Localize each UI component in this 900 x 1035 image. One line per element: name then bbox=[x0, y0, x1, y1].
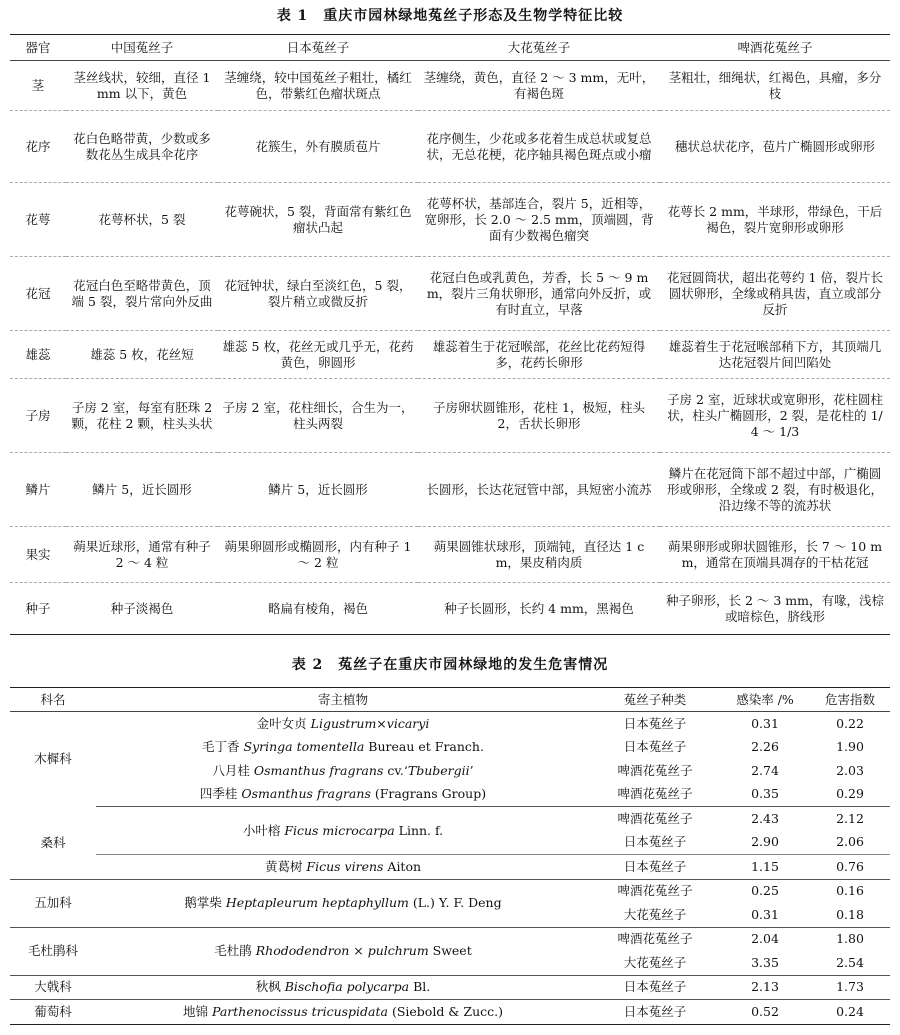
header-infection-rate: 感染率 /% bbox=[736, 691, 794, 707]
table-cell: 子房 2 室，近球状或宽卵形，花柱圆柱状，柱头广椭圆形，2 裂，是花柱的 1/4 ～ 1/3 bbox=[660, 379, 890, 453]
species-cell: 大花菟丝子 bbox=[590, 903, 720, 927]
index-cell: 2.03 bbox=[836, 762, 864, 778]
table-cell: 雄蕊着生于花冠喉部，花丝比花药短得多，花药长卵形 bbox=[418, 331, 660, 379]
rate-cell: 1.15 bbox=[720, 855, 810, 880]
species-cell: 啤酒花菟丝子 bbox=[617, 762, 693, 778]
species-cell: 日本菟丝子 bbox=[623, 715, 687, 731]
organ-cell: 子房 bbox=[10, 379, 66, 453]
table-cell: 雄蕊 5 枚，花丝无或几乎无，花药黄色，卵圆形 bbox=[218, 331, 418, 379]
organ-cell: 茎 bbox=[10, 61, 66, 111]
family-cell: 毛杜鹃科 bbox=[10, 927, 96, 975]
table-cell: 花萼长 2 mm，半球形，带绿色，干后褐色，裂片宽卵形或卵形 bbox=[660, 183, 890, 257]
table-cell: 鳞片 5，近长圆形 bbox=[218, 453, 418, 527]
host-cell: 黄葛树 Ficus virens Aiton bbox=[96, 855, 590, 880]
table-cell: 蒴果卵圆形或椭圆形，内有种子 1 ～ 2 粒 bbox=[218, 527, 418, 583]
table-cell: 长圆形，长达花冠管中部，具短密小流苏 bbox=[418, 453, 660, 527]
host-cell: 毛杜鹃 Rhododendron × pulchrum Sweet bbox=[96, 927, 590, 975]
species-cell: 日本菟丝子 bbox=[590, 855, 720, 880]
species-cell: 日本菟丝子 bbox=[623, 739, 687, 755]
table-cell: 蒴果近球形，通常有种子 2 ～ 4 粒 bbox=[66, 527, 218, 583]
header-large-flower-dodder: 大花菟丝子 bbox=[507, 39, 571, 55]
table-row bbox=[10, 879, 890, 903]
header-hop-dodder: 啤酒花菟丝子 bbox=[737, 39, 813, 55]
index-cell: 0.76 bbox=[810, 855, 890, 880]
table2-caption: 表 2 菟丝子在重庆市园林绿地的发生危害情况 bbox=[291, 657, 609, 673]
organ-cell: 花序 bbox=[10, 111, 66, 183]
table-row bbox=[10, 183, 890, 257]
header-host-plant: 寄主植物 bbox=[317, 691, 368, 707]
family-cell: 桑科 bbox=[10, 807, 96, 880]
table-cell: 花冠白色或乳黄色，芳香，长 5 ～ 9 mm，裂片三角状卵形，通常向外反折，或有时直立，早落 bbox=[418, 257, 660, 331]
species-cell: 啤酒花菟丝子 bbox=[617, 883, 693, 899]
table-cell: 花冠圆筒状，超出花萼约 1 倍，裂片长圆状卵形，全缘或稍具齿，直立或部分反折 bbox=[660, 257, 890, 331]
table-cell: 花萼杯状，基部连合，裂片 5，近相等，宽卵形，长 2.0 ～ 2.5 mm，顶端圆，背面有少数褐色瘤突 bbox=[418, 183, 660, 257]
organ-cell: 花冠 bbox=[10, 257, 66, 331]
rate-cell: 0.31 bbox=[751, 715, 779, 731]
rate-cell: 2.43 bbox=[751, 810, 779, 826]
rate-cell: 2.74 bbox=[751, 762, 779, 778]
table-cell: 子房 2 室，花柱细长，合生为一，柱头两裂 bbox=[218, 379, 418, 453]
host-cell: 四季桂 Osmanthus fragrans (Fragrans Group) bbox=[96, 783, 590, 807]
table-cell: 雄蕊着生于花冠喉部稍下方，其顶端几达花冠裂片间凹陷处 bbox=[660, 331, 890, 379]
header-dodder-species: 菟丝子种类 bbox=[623, 691, 687, 707]
table-cell: 茎缠绕，黄色，直径 2 ～ 3 mm，无叶，有褐色斑 bbox=[418, 61, 660, 111]
family-cell: 五加科 bbox=[10, 879, 96, 927]
table-cell: 略扁有棱角，褐色 bbox=[267, 600, 368, 616]
table-row bbox=[10, 111, 890, 183]
table-row bbox=[10, 583, 890, 635]
species-cell: 啤酒花菟丝子 bbox=[590, 783, 720, 807]
index-cell: 1.90 bbox=[836, 739, 864, 755]
rate-cell: 0.52 bbox=[751, 1003, 779, 1019]
organ-cell: 鳞片 bbox=[10, 453, 66, 527]
damage-table bbox=[10, 687, 890, 1025]
index-cell: 1.80 bbox=[836, 931, 864, 947]
species-cell: 日本菟丝子 bbox=[590, 831, 720, 855]
table-row bbox=[10, 736, 890, 760]
family-cell: 葡萄科 bbox=[34, 1003, 72, 1019]
index-cell: 2.12 bbox=[836, 810, 864, 826]
host-cell: 秋枫 Bischofia polycarpa Bl. bbox=[96, 975, 590, 1000]
index-cell: 0.18 bbox=[810, 903, 890, 927]
table-row bbox=[10, 807, 890, 831]
host-cell: 鹅掌柴 Heptapleurum heptaphyllum (L.) Y. F. Deng bbox=[96, 879, 590, 927]
table-cell: 茎粗壮，细绳状，红褐色，具瘤，多分枝 bbox=[660, 61, 890, 111]
header-chinese-dodder: 中国菟丝子 bbox=[110, 39, 174, 55]
index-cell: 0.24 bbox=[836, 1003, 864, 1019]
species-cell: 大花菟丝子 bbox=[590, 951, 720, 975]
species-cell: 啤酒花菟丝子 bbox=[617, 931, 693, 947]
table-cell: 种子淡褐色 bbox=[110, 600, 174, 616]
header-japanese-dodder: 日本菟丝子 bbox=[286, 39, 350, 55]
table-cell: 花冠白色至略带黄色，顶端 5 裂，裂片常向外反曲 bbox=[66, 257, 218, 331]
host-cell: 金叶女贞 Ligustrum×vicaryi bbox=[256, 715, 430, 731]
host-cell: 地锦 Parthenocissus tricuspidata (Siebold & Zucc.) bbox=[183, 1003, 503, 1019]
table-cell: 花序侧生，少花或多花着生成总状或复总状，无总花梗，花序轴具褐色斑点或小瘤 bbox=[418, 111, 660, 183]
table-cell: 花白色略带黄，少数或多数花丛生成具伞花序 bbox=[66, 111, 218, 183]
index-cell: 0.29 bbox=[810, 783, 890, 807]
table-cell: 雄蕊 5 枚，花丝短 bbox=[66, 331, 218, 379]
index-cell: 0.16 bbox=[836, 883, 864, 899]
table-cell: 穗状总状花序，苞片广椭圆形或卵形 bbox=[660, 111, 890, 183]
rate-cell: 0.31 bbox=[720, 903, 810, 927]
table-cell: 花冠钟状，绿白至淡红色，5 裂，裂片稍立或微反折 bbox=[218, 257, 418, 331]
family-cell: 大戟科 bbox=[10, 975, 96, 1000]
table-cell: 子房 2 室，每室有胚珠 2 颗，花柱 2 颗，柱头头状 bbox=[66, 379, 218, 453]
index-cell: 2.54 bbox=[810, 951, 890, 975]
organ-cell: 种子 bbox=[25, 600, 51, 616]
species-cell: 啤酒花菟丝子 bbox=[617, 810, 693, 826]
table-row bbox=[10, 855, 890, 880]
table-cell: 花萼碗状，5 裂，背面常有紫红色瘤状凸起 bbox=[218, 183, 418, 257]
species-cell: 日本菟丝子 bbox=[590, 975, 720, 1000]
table-row bbox=[10, 975, 890, 1000]
table-cell: 鳞片在花冠筒下部不超过中部，广椭圆形或卵形，全缘或 2 裂，有时极退化，沿边缘不等的流苏状 bbox=[660, 453, 890, 527]
organ-cell: 果实 bbox=[10, 527, 66, 583]
table-row bbox=[10, 453, 890, 527]
rate-cell: 2.04 bbox=[751, 931, 779, 947]
table-row bbox=[10, 331, 890, 379]
morphology-table bbox=[10, 34, 890, 635]
table-row bbox=[10, 61, 890, 111]
table-cell: 花萼杯状，5 裂 bbox=[66, 183, 218, 257]
header-organ: 器官 bbox=[25, 39, 51, 55]
host-cell: 毛丁香 Syringa tomentella Bureau et Franch. bbox=[202, 739, 484, 755]
table-cell: 种子长圆形，长约 4 mm，黑褐色 bbox=[444, 600, 634, 616]
table-row bbox=[10, 712, 890, 736]
table1-caption: 表 1 重庆市园林绿地菟丝子形态及生物学特征比较 bbox=[276, 8, 624, 24]
table-row bbox=[10, 257, 890, 331]
index-cell: 1.73 bbox=[810, 975, 890, 1000]
table-row bbox=[10, 379, 890, 453]
table-row bbox=[10, 759, 890, 783]
table-cell: 蒴果卵形或卵状圆锥形，长 7 ～ 10 mm，通常在顶端具凋存的干枯花冠 bbox=[660, 527, 890, 583]
table-cell: 花簇生，外有膜质苞片 bbox=[218, 111, 418, 183]
table-row bbox=[10, 1000, 890, 1025]
table-cell: 子房卵状圆锥形，花柱 1，极短，柱头 2，舌状长卵形 bbox=[418, 379, 660, 453]
table-row bbox=[10, 927, 890, 951]
header-family: 科名 bbox=[40, 691, 66, 707]
host-cell: 八月桂 Osmanthus fragrans cv.‘Tbubergii’ bbox=[212, 762, 474, 778]
table-cell: 鳞片 5，近长圆形 bbox=[66, 453, 218, 527]
host-cell: 小叶榕 Ficus microcarpa Linn. f. bbox=[242, 822, 444, 838]
rate-cell: 0.35 bbox=[720, 783, 810, 807]
species-cell: 日本菟丝子 bbox=[623, 1003, 687, 1019]
rate-cell: 2.90 bbox=[720, 831, 810, 855]
organ-cell: 雄蕊 bbox=[10, 331, 66, 379]
family-cell: 木樨科 bbox=[34, 751, 72, 767]
rate-cell: 2.26 bbox=[751, 739, 779, 755]
rate-cell: 3.35 bbox=[720, 951, 810, 975]
table-row bbox=[10, 527, 890, 583]
header-damage-index: 危害指数 bbox=[824, 691, 875, 707]
table-cell: 种子卵形，长 2 ～ 3 mm，有喙，浅棕或暗棕色，脐线形 bbox=[665, 592, 884, 624]
table-row bbox=[10, 783, 890, 807]
rate-cell: 0.25 bbox=[751, 883, 779, 899]
organ-cell: 花萼 bbox=[10, 183, 66, 257]
index-cell: 2.06 bbox=[810, 831, 890, 855]
rate-cell: 2.13 bbox=[720, 975, 810, 1000]
table-cell: 茎丝线状，较细，直径 1 mm 以下，黄色 bbox=[66, 61, 218, 111]
index-cell: 0.22 bbox=[836, 715, 864, 731]
table-cell: 蒴果圆锥状球形，顶端钝，直径达 1 cm，果皮稍肉质 bbox=[418, 527, 660, 583]
table-cell: 茎缠绕，较中国菟丝子粗壮，橘红色，带紫红色瘤状斑点 bbox=[218, 61, 418, 111]
